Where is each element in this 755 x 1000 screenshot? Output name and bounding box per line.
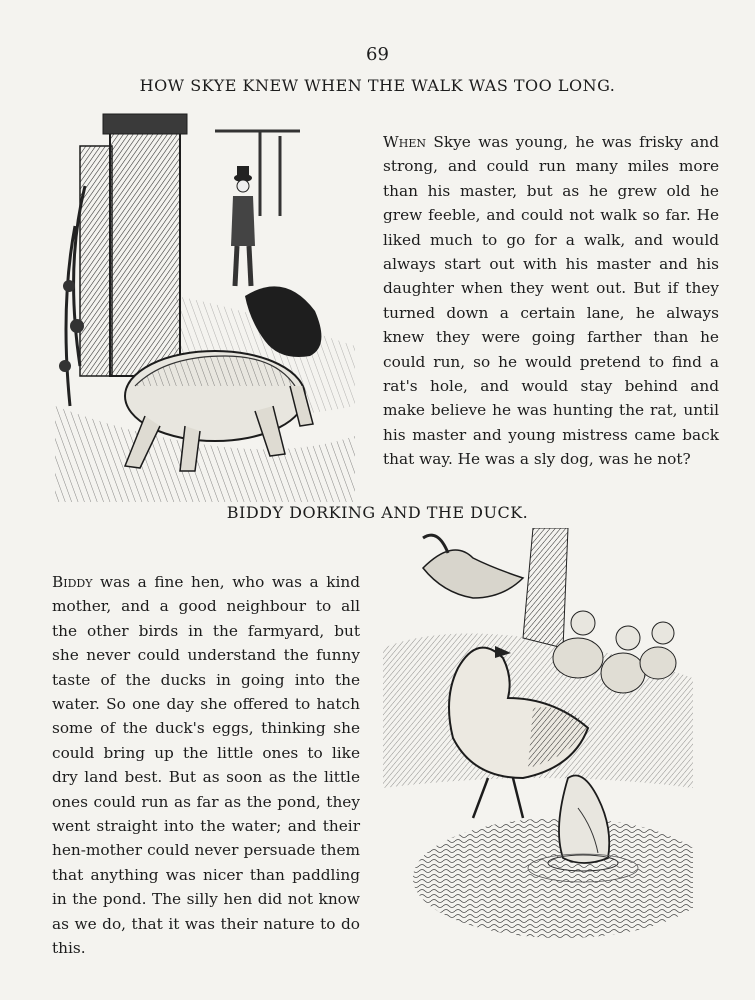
page-number: 69 — [366, 44, 389, 65]
story-title-skye: HOW SKYE KNEW WHEN THE WALK WAS TOO LONG. — [139, 76, 616, 95]
story-text-skye — [383, 130, 719, 472]
story-lead-word: Biddy — [52, 573, 93, 591]
story-title-biddy: BIDDY DORKING AND THE DUCK. — [226, 503, 529, 522]
story-lead-word: When — [383, 133, 426, 151]
dog-engraving-svg — [55, 106, 355, 502]
dog-engraving-illustration — [55, 106, 355, 502]
story-text-biddy — [52, 570, 360, 961]
story-body: was a fine hen, who was a kind mother, and a good neighbour to all the other birds in the farmyard, but she never could understand the funny taste of the ducks in going into the water. So one day she offered to hatch some of the duck's eggs, thinking she could bring up the little ones to like dry land best. But as soon as the little ones could run as far as the pond, they went straight into the water; and their hen-mother could never persuade them that anything was nicer than paddling in the pond. The silly hen did not know as we do, that it was their nature to do this. — [52, 573, 360, 958]
story-body: Skye was young, he was frisky and strong, and could run many miles more than his master, but as he grew old he grew feeble, and could not walk so far. He liked much to go for a walk, and would always start out with his master and his daughter when they went out. But if they turned down a certain lane, he always knew they were going farther than he could run, so he would pretend to find a rat's hole, and would stay behind and make believe he was hunting the rat, until his master and young mistress came back that way. He was a sly dog, was he not? — [383, 133, 719, 469]
hen-engraving-svg — [383, 528, 693, 948]
hen-engraving-illustration — [383, 528, 693, 948]
